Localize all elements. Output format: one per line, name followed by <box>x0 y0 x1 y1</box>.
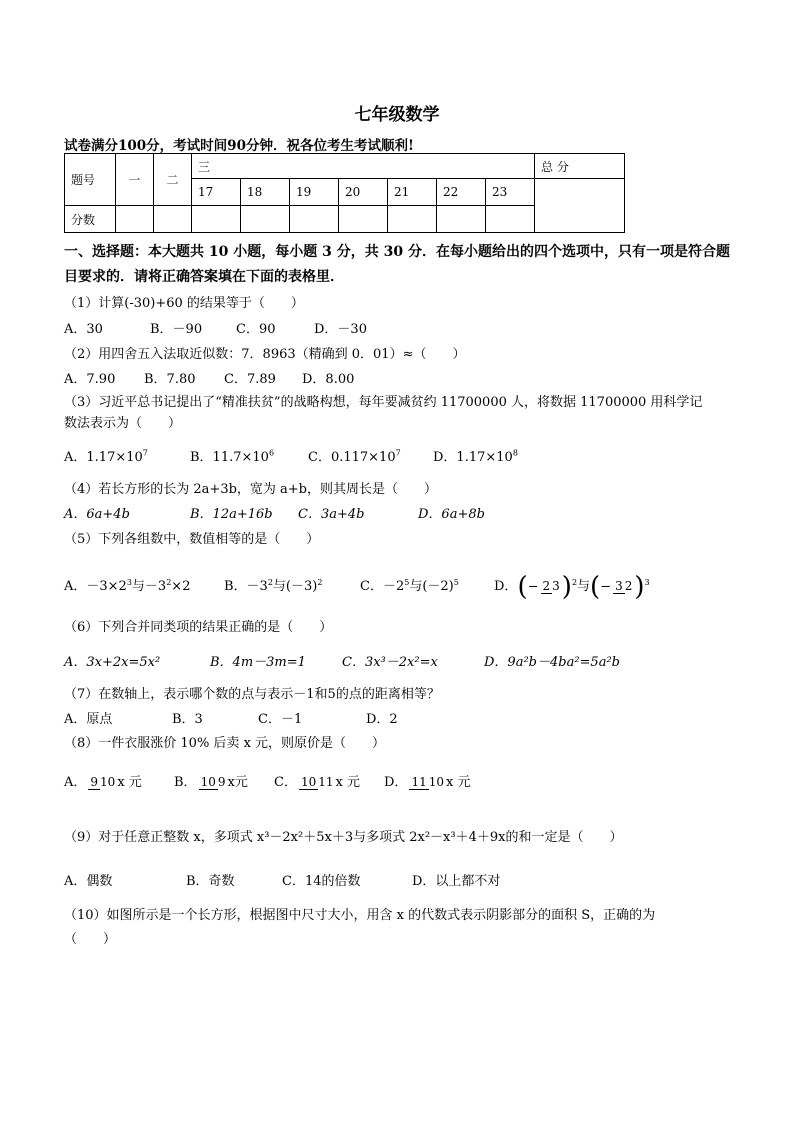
score-cell[interactable] <box>154 206 192 233</box>
question-options: A． 9 10 x 元 B． 10 9 x元 C． 10 11 x 元 D． 11 10 x 元 <box>64 775 471 790</box>
question-stem: （9）对于任意正整数 x，多项式 x³－2x²＋5x＋3与多项式 2x²－x³＋4＋9x的和一定是（ ） <box>64 830 623 845</box>
score-cell[interactable] <box>290 206 339 233</box>
score-cell[interactable] <box>388 206 437 233</box>
exam-intro: 试卷满分100分，考试时间90分钟．祝各位考生考试顺利! <box>64 138 414 154</box>
question-stem: （6）下列合并同类项的结果正确的是（ ） <box>64 620 333 635</box>
question-stem: （5）下列各组数中，数值相等的是（ ） <box>64 532 320 547</box>
question-options: A．7.90 B．7.80 C．7.89 D．8.00 <box>64 372 355 387</box>
question-stem: （4）若长方形的长为 2a+3b，宽为 a+b，则其周长是（ ） <box>64 482 438 497</box>
question-stem: （7）在数轴上，表示哪个数的点与表示－1和5的点的距离相等？ <box>64 687 440 702</box>
score-cell[interactable] <box>339 206 388 233</box>
question-options: A．$-3\times 2^3$与$-3^2\times 2$ B．$-3^2$与$(-3)^2$ C．$-2^5$与$(-2)^5$ D．(− 2 3)$^2$与(− 3 2)$^3$ <box>64 571 650 602</box>
score-table: 题号 一 二 三 总 分 17 18 19 20 21 22 23 分数 <box>64 153 625 233</box>
score-cell[interactable] <box>241 206 290 233</box>
question-options: A．原点 B．3 C．－1 D．2 <box>64 712 398 727</box>
question-options: A．偶数 B．奇数 C．14的倍数 D．以上都不对 <box>64 874 501 889</box>
page-title: 七年级数学 <box>354 105 440 125</box>
question-options: A．$1.17\times 10^7$ B．$11.7\times 10^6$ C．$0.117\times 10^7$ D．$1.17\times 10^8$ <box>64 448 518 465</box>
section-heading: 一、选择题：本大题共 10 小题，每小题 3 分，共 30 分．在每小题给出的四个选项中，只有一项是符合题目要求的．请将正确答案填在下面的表格里． <box>64 244 730 285</box>
score-cell[interactable] <box>486 206 535 233</box>
question-stem: （1）计算(-30)+60 的结果等于（ ） <box>64 296 304 311</box>
question-stem-continued: 数法表示为（ ） <box>64 416 182 431</box>
question-stem: （10）如图所示是一个长方形，根据图中尺寸大小，用含 x 的代数式表示阴影部分的面积 S，正确的为 <box>64 908 656 923</box>
question-options: A．6a+4b B．12a+16b C．3a+4b D．6a+8b <box>64 507 485 522</box>
score-cell[interactable] <box>116 206 154 233</box>
question-stem-continued: （ ） <box>64 932 117 947</box>
question-stem: （2）用四舍五入法取近似数：7．8963（精确到 0．01）≈（ ） <box>64 347 466 362</box>
question-options: A．3x+2x=5x² B．4m－3m=1 C．3x³－2x²=x D．9a²b－4ba²=5a²b <box>64 655 620 670</box>
question-stem: （8）一件衣服涨价 10% 后卖 x 元，则原价是（ ） <box>64 736 386 751</box>
question-stem: （3）习近平总书记提出了“精准扶贫”的战略构想，每年要减贫约 11700000 人，将数据 11700000 用科学记 <box>64 395 703 410</box>
score-cell[interactable] <box>437 206 486 233</box>
score-cell[interactable] <box>192 206 241 233</box>
question-options: A．30 B．－90 C．90 D．－30 <box>64 322 367 337</box>
table-head: 题号 <box>65 154 116 206</box>
